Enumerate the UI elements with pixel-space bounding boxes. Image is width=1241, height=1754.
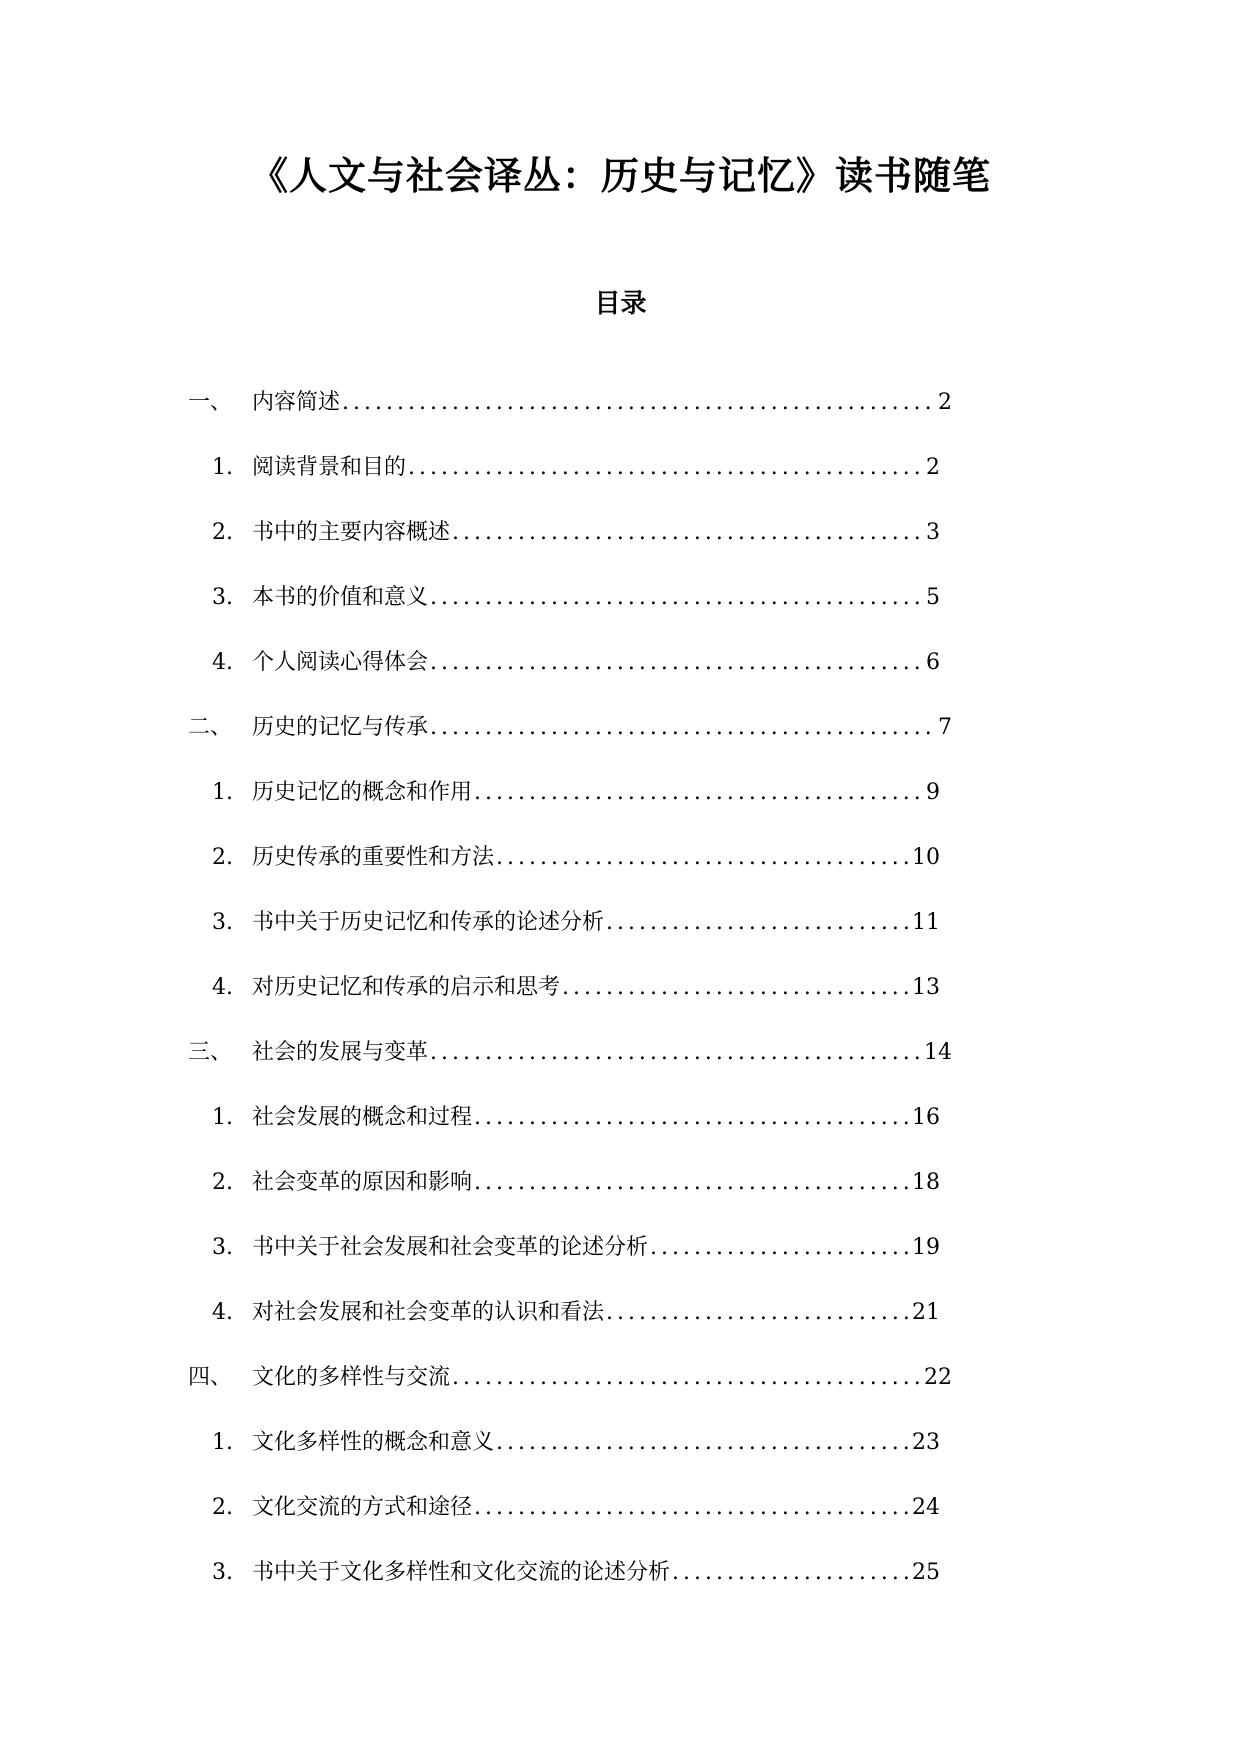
toc-dot-leader — [342, 383, 936, 423]
toc-entry-title: 书中关于历史记忆和传承的论述分析 — [252, 910, 605, 935]
toc-entry-number: 1. — [212, 780, 233, 805]
toc-entry[interactable] — [0, 903, 1241, 968]
toc-entry-title: 个人阅读心得体会 — [252, 650, 429, 675]
toc-entry-number: 3. — [212, 1560, 233, 1585]
toc-entry-page: 23 — [912, 1430, 940, 1455]
toc-entry-page: 3 — [926, 520, 940, 545]
toc-entry-title: 文化的多样性与交流 — [252, 1365, 451, 1390]
toc-entry-line — [252, 1228, 940, 1268]
toc-entry-title: 对历史记忆和传承的启示和思考 — [252, 975, 561, 1000]
toc-entry-title: 书中的主要内容概述 — [252, 520, 451, 545]
toc-entry-number: 三、 — [188, 1040, 233, 1065]
toc-entry[interactable] — [0, 1033, 1241, 1098]
toc-entry-title: 书中关于社会发展和社会变革的论述分析 — [252, 1235, 649, 1260]
toc-entry-title: 文化多样性的概念和意义 — [252, 1430, 495, 1455]
toc-entry-page: 11 — [912, 910, 940, 935]
toc-dot-leader — [452, 513, 924, 553]
toc-entry-number: 1. — [212, 1430, 233, 1455]
toc-entry-line — [252, 1358, 952, 1398]
toc-dot-leader — [474, 1163, 910, 1203]
toc-entry-page: 24 — [912, 1495, 940, 1520]
toc-entry-number: 二、 — [188, 715, 233, 740]
toc-entry[interactable] — [0, 1553, 1241, 1618]
toc-dot-leader — [672, 1553, 910, 1593]
toc-entry[interactable] — [0, 513, 1241, 578]
toc-entry-title: 社会发展的概念和过程 — [252, 1105, 473, 1130]
toc-entry-title: 历史传承的重要性和方法 — [252, 845, 495, 870]
toc-entry-line — [252, 773, 940, 813]
toc-entry-line — [252, 1293, 940, 1333]
toc-entry-line — [252, 513, 940, 553]
toc-dot-leader — [562, 968, 910, 1008]
toc-entry[interactable] — [0, 643, 1241, 708]
toc-entry-number: 1. — [212, 1105, 233, 1130]
toc-entry[interactable] — [0, 968, 1241, 1033]
toc-entry-number: 一、 — [188, 390, 233, 415]
toc-entry[interactable] — [0, 1163, 1241, 1228]
toc-entry-line — [252, 708, 952, 748]
document-title: 《人文与社会译丛：历史与记忆》读书随笔 — [249, 153, 991, 198]
toc-entry[interactable] — [0, 1423, 1241, 1488]
toc-entry[interactable] — [0, 578, 1241, 643]
toc-entry[interactable] — [0, 1488, 1241, 1553]
toc-entry-page: 25 — [912, 1560, 940, 1585]
toc-dot-leader — [430, 1033, 922, 1073]
toc-entry[interactable] — [0, 708, 1241, 773]
toc-entry-line — [252, 1098, 940, 1138]
toc-dot-leader — [606, 1293, 910, 1333]
toc-dot-leader — [408, 448, 924, 488]
toc-entry-page: 14 — [924, 1040, 952, 1065]
toc-entry-line — [252, 643, 940, 683]
toc-entry-page: 9 — [926, 780, 940, 805]
toc-entry[interactable] — [0, 1098, 1241, 1163]
toc-dot-leader — [474, 1098, 910, 1138]
toc-dot-leader — [650, 1228, 910, 1268]
toc-entry-line — [252, 838, 940, 878]
toc-dot-leader — [452, 1358, 922, 1398]
toc-entry-page: 19 — [912, 1235, 940, 1260]
toc-dot-leader — [474, 773, 924, 813]
toc-entry[interactable] — [0, 1293, 1241, 1358]
toc-entry-line — [252, 1553, 940, 1593]
toc-entry-number: 4. — [212, 650, 233, 675]
toc-entry-number: 2. — [212, 1170, 233, 1195]
toc-entry-number: 3. — [212, 585, 233, 610]
toc-entry-title: 社会变革的原因和影响 — [252, 1170, 473, 1195]
toc-entry-page: 16 — [912, 1105, 940, 1130]
toc-dot-leader — [496, 838, 910, 878]
toc-entry-title: 阅读背景和目的 — [252, 455, 407, 480]
toc-dot-leader — [430, 643, 924, 683]
toc-entry-line — [252, 968, 940, 1008]
toc-entry-line — [252, 903, 940, 943]
toc-entry-line — [252, 448, 940, 488]
toc-entry-title: 本书的价值和意义 — [252, 585, 429, 610]
toc-entry-number: 4. — [212, 975, 233, 1000]
toc-entry[interactable] — [0, 448, 1241, 513]
toc-entry-page: 2 — [938, 390, 952, 415]
toc-entry[interactable] — [0, 773, 1241, 838]
toc-entry-page: 22 — [924, 1365, 952, 1390]
toc-entry-page: 2 — [926, 455, 940, 480]
toc-entry-page: 21 — [912, 1300, 940, 1325]
toc-entry-page: 7 — [938, 715, 952, 740]
toc-dot-leader — [430, 708, 936, 748]
toc-entry-line — [252, 1163, 940, 1203]
toc-entry-page: 5 — [926, 585, 940, 610]
toc-dot-leader — [606, 903, 910, 943]
toc-entry-line — [252, 578, 940, 618]
toc-entry-page: 10 — [912, 845, 940, 870]
toc-entry[interactable] — [0, 1358, 1241, 1423]
table-of-contents — [0, 383, 1241, 1618]
toc-entry-page: 6 — [926, 650, 940, 675]
toc-entry-number: 3. — [212, 910, 233, 935]
toc-dot-leader — [496, 1423, 910, 1463]
toc-entry-line — [252, 1488, 940, 1528]
toc-entry-title: 文化交流的方式和途径 — [252, 1495, 473, 1520]
toc-entry[interactable] — [0, 383, 1241, 448]
toc-entry-number: 2. — [212, 845, 233, 870]
toc-entry-number: 2. — [212, 1495, 233, 1520]
toc-entry-number: 2. — [212, 520, 233, 545]
toc-entry-number: 1. — [212, 455, 233, 480]
toc-entry-number: 3. — [212, 1235, 233, 1260]
toc-entry-line — [252, 1033, 952, 1073]
toc-entry-line — [252, 1423, 940, 1463]
toc-entry-title: 内容简述 — [252, 390, 341, 415]
toc-entry-number: 4. — [212, 1300, 233, 1325]
toc-heading: 目录 — [594, 289, 647, 319]
toc-entry-title: 历史记忆的概念和作用 — [252, 780, 473, 805]
toc-dot-leader — [474, 1488, 910, 1528]
toc-entry-title: 对社会发展和社会变革的认识和看法 — [252, 1300, 605, 1325]
toc-entry[interactable] — [0, 838, 1241, 903]
toc-entry-page: 13 — [912, 975, 940, 1000]
toc-entry-number: 四、 — [188, 1365, 233, 1390]
toc-entry-page: 18 — [912, 1170, 940, 1195]
toc-entry-line — [252, 383, 952, 423]
toc-entry-title: 历史的记忆与传承 — [252, 715, 429, 740]
toc-entry-title: 社会的发展与变革 — [252, 1040, 429, 1065]
toc-dot-leader — [430, 578, 924, 618]
toc-entry-title: 书中关于文化多样性和文化交流的论述分析 — [252, 1560, 671, 1585]
toc-entry[interactable] — [0, 1228, 1241, 1293]
